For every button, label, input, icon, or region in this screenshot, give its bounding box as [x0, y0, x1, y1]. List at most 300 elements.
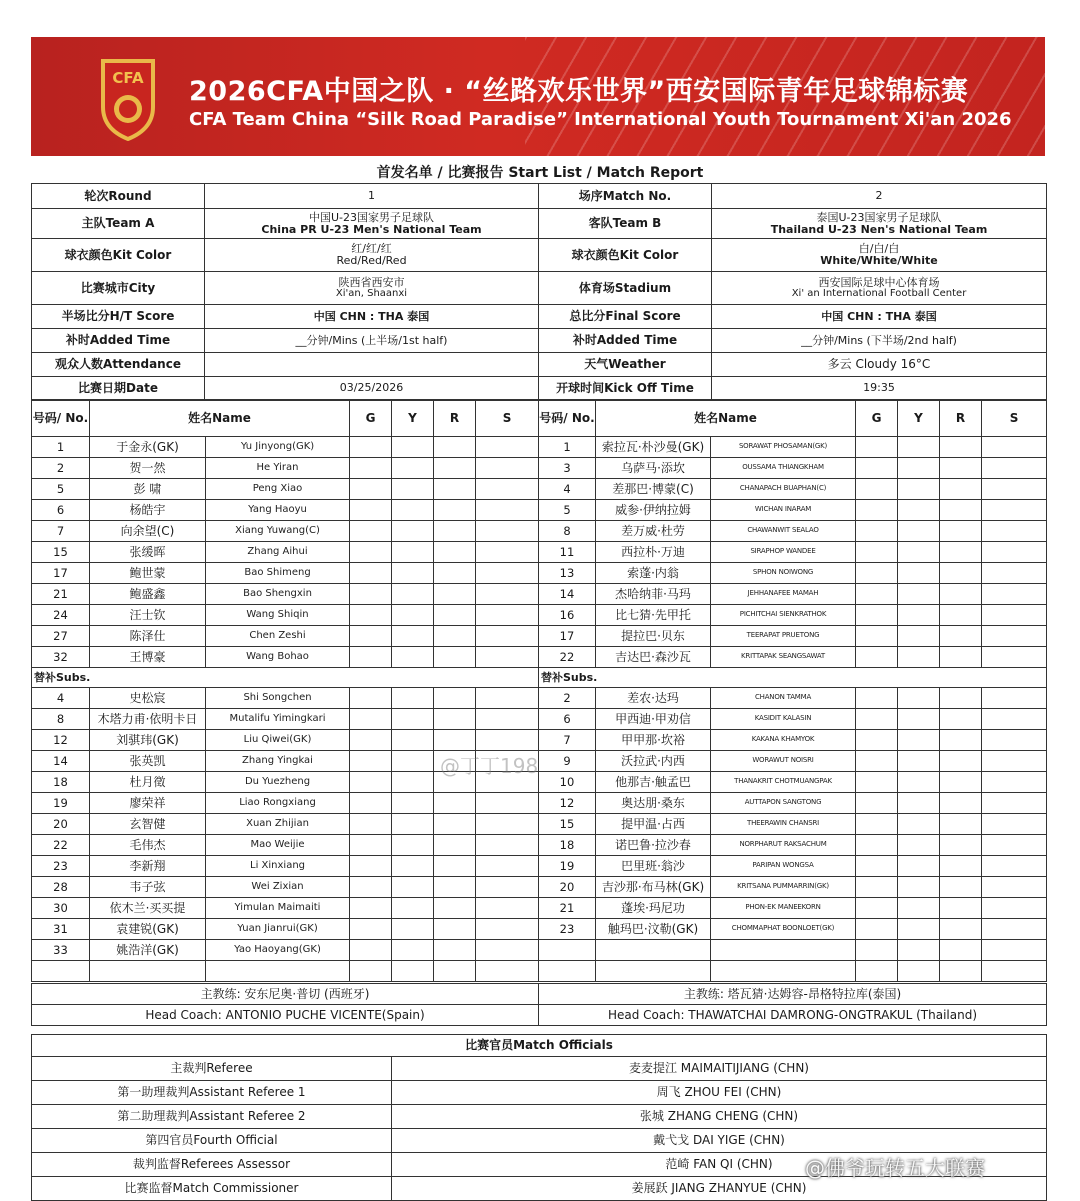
player-name-en: Bao Shengxin: [206, 584, 350, 605]
stat-r-cell: [940, 730, 982, 751]
player-row: [539, 626, 1047, 647]
stat-s-cell: [476, 814, 539, 835]
stat-s-cell: [476, 688, 539, 709]
player-number: 27: [32, 626, 90, 647]
player-number: 4: [32, 688, 90, 709]
stat-s-cell: [982, 479, 1047, 500]
stat-g-cell: [856, 856, 898, 877]
player-name-cn: 奥达朋·桑东: [596, 793, 711, 814]
player-name-en: WORAWUT NOISRI: [711, 751, 856, 772]
stat-s-cell: [982, 898, 1047, 919]
stat-r-cell: [434, 793, 476, 814]
player-row: [32, 563, 539, 584]
stat-r-cell: [434, 961, 476, 982]
player-number: 16: [539, 605, 596, 626]
added-time-1-value: __分钟/Mins (上半场/1st half): [205, 329, 539, 353]
kit-b-cn: 白/白/白: [858, 242, 900, 256]
player-name-en: JEHHANAFEE MAMAH: [711, 584, 856, 605]
player-name-en: Yao Haoyang(GK): [206, 940, 350, 961]
kickoff-value: 19:35: [712, 377, 1047, 400]
player-number: 33: [32, 940, 90, 961]
official-role: 第四官员Fourth Official: [32, 1129, 392, 1153]
stat-s-cell: [476, 647, 539, 668]
player-row: [539, 835, 1047, 856]
stat-y-cell: [898, 584, 940, 605]
stat-g-cell: [856, 563, 898, 584]
kit-a-value: [205, 239, 539, 272]
player-name-en: Li Xinxiang: [206, 856, 350, 877]
stat-y-cell: [392, 688, 434, 709]
stat-g-cell: [350, 772, 392, 793]
stat-s-cell: [476, 856, 539, 877]
player-row: [539, 647, 1047, 668]
player-number: 7: [539, 730, 596, 751]
player-name-cn: 鲍盛鑫: [90, 584, 206, 605]
player-number: 32: [32, 647, 90, 668]
player-name-cn: 鲍世蒙: [90, 563, 206, 584]
stat-g-cell: [350, 751, 392, 772]
player-name-en: WICHAN INARAM: [711, 500, 856, 521]
player-name-cn: 比七猜·先甲托: [596, 605, 711, 626]
player-name-en: Chen Zeshi: [206, 626, 350, 647]
player-name-cn: 索蓬·内翁: [596, 563, 711, 584]
stat-r-cell: [940, 793, 982, 814]
final-score-value: 中国 CHN : THA 泰国: [712, 305, 1047, 329]
player-name-cn: 提甲温·占西: [596, 814, 711, 835]
player-number: 1: [32, 437, 90, 458]
player-number: 21: [32, 584, 90, 605]
player-number: 4: [539, 479, 596, 500]
player-row: [32, 877, 539, 898]
player-number: 6: [539, 709, 596, 730]
stadium-cn: 西安国际足球中心体育场: [818, 275, 940, 289]
player-name-en: THANAKRIT CHOTMUANGPAK: [711, 772, 856, 793]
subs-label: 替补Subs.: [539, 668, 1047, 688]
player-name-en: [711, 961, 856, 982]
player-row: [32, 688, 539, 709]
city-value: [205, 272, 539, 305]
stat-g-cell: [350, 961, 392, 982]
coaches-table: [31, 983, 1047, 1026]
stat-g-cell: [350, 898, 392, 919]
player-name-en: Bao Shimeng: [206, 563, 350, 584]
date-value: 03/25/2026: [205, 377, 539, 400]
player-name-cn: 沃拉武·内西: [596, 751, 711, 772]
player-row: [32, 709, 539, 730]
stat-g-cell: [350, 605, 392, 626]
stat-g-cell: [350, 877, 392, 898]
stat-s-cell: [982, 940, 1047, 961]
player-name-cn: 提拉巴·贝东: [596, 626, 711, 647]
player-number: 14: [32, 751, 90, 772]
stat-s-cell: [982, 688, 1047, 709]
player-name-en: KASIDIT KALASIN: [711, 709, 856, 730]
round-value: 1: [205, 184, 539, 209]
player-number: 8: [539, 521, 596, 542]
stat-y-cell: [898, 772, 940, 793]
kit-b-en: White/White/White: [820, 254, 938, 267]
stat-g-cell: [856, 605, 898, 626]
stat-y-cell: [392, 814, 434, 835]
stat-y-cell: [898, 835, 940, 856]
stat-g-cell: [350, 458, 392, 479]
player-name-cn: 姚浩洋(GK): [90, 940, 206, 961]
official-row: [32, 1081, 1047, 1105]
official-row: [32, 1105, 1047, 1129]
stat-g-cell: [856, 898, 898, 919]
player-row: [32, 898, 539, 919]
player-name-cn: 甲西迪·甲劝信: [596, 709, 711, 730]
stat-r-cell: [434, 835, 476, 856]
stat-r-cell: [940, 961, 982, 982]
stat-g-cell: [856, 772, 898, 793]
stat-s-cell: [982, 730, 1047, 751]
player-row: [539, 793, 1047, 814]
stat-r-cell: [940, 647, 982, 668]
player-row: [32, 814, 539, 835]
stat-y-cell: [898, 521, 940, 542]
player-row: [539, 584, 1047, 605]
stat-g-cell: [856, 940, 898, 961]
stat-y-cell: [898, 730, 940, 751]
stat-s-cell: [982, 709, 1047, 730]
player-number: 22: [32, 835, 90, 856]
player-row: [32, 835, 539, 856]
stat-r-cell: [434, 521, 476, 542]
stat-s-cell: [476, 835, 539, 856]
stat-s-cell: [476, 563, 539, 584]
player-row: [539, 961, 1047, 982]
team-a-en: China PR U-23 Men's National Team: [261, 222, 482, 236]
watermark-center: @丁丁198: [440, 754, 539, 778]
stat-y-cell: [392, 709, 434, 730]
player-name-cn: 杨皓宇: [90, 500, 206, 521]
stadium-label: 体育场Stadium: [539, 272, 712, 305]
official-name: 姜展跃 JIANG ZHANYUE (CHN): [392, 1177, 1047, 1201]
stat-r-cell: [434, 688, 476, 709]
stat-g-cell: [350, 919, 392, 940]
stat-r-cell: [940, 542, 982, 563]
stat-r-cell: [434, 437, 476, 458]
team-a-cn: 中国U-23国家男子足球队: [308, 210, 435, 224]
player-row: [539, 521, 1047, 542]
player-row: [539, 751, 1047, 772]
player-row: [32, 626, 539, 647]
stat-r-cell: [940, 751, 982, 772]
player-name-cn: 触玛巴·汶勒(GK): [596, 919, 711, 940]
player-number: 22: [539, 647, 596, 668]
stat-y-cell: [392, 521, 434, 542]
player-name-cn: 张缓晖: [90, 542, 206, 563]
player-name-cn: [90, 961, 206, 982]
stat-s-cell: [476, 961, 539, 982]
stat-g-cell: [856, 751, 898, 772]
stat-y-cell: [898, 626, 940, 647]
player-name-cn: 袁建锐(GK): [90, 919, 206, 940]
player-name-cn: 史松宸: [90, 688, 206, 709]
player-row: [32, 479, 539, 500]
stadium-value: [712, 272, 1047, 305]
col-no-header: 号码/ No.: [539, 401, 596, 437]
player-name-en: OUSSAMA THIANGKHAM: [711, 458, 856, 479]
official-role: 第二助理裁判Assistant Referee 2: [32, 1105, 392, 1129]
player-number: 17: [32, 563, 90, 584]
stat-r-cell: [434, 605, 476, 626]
stat-r-cell: [940, 877, 982, 898]
player-name-en: [711, 940, 856, 961]
player-row: [539, 919, 1047, 940]
stat-s-cell: [982, 814, 1047, 835]
stat-r-cell: [940, 919, 982, 940]
player-name-en: PHON-EK MANEEKORN: [711, 898, 856, 919]
player-number: 2: [539, 688, 596, 709]
stat-y-cell: [898, 877, 940, 898]
col-g-header: G: [856, 401, 898, 437]
stat-y-cell: [898, 751, 940, 772]
official-name: 张城 ZHANG CHENG (CHN): [392, 1105, 1047, 1129]
player-name-cn: 甲甲那·坎裕: [596, 730, 711, 751]
col-g-header: G: [350, 401, 392, 437]
player-number: 9: [539, 751, 596, 772]
stat-s-cell: [982, 751, 1047, 772]
player-name-en: CHOMMAPHAT BOONLOET(GK): [711, 919, 856, 940]
added-time-1-label: 补时Added Time: [32, 329, 205, 353]
stat-r-cell: [940, 835, 982, 856]
player-name-cn: 王博豪: [90, 647, 206, 668]
attendance-value: [205, 353, 539, 377]
stat-s-cell: [982, 626, 1047, 647]
player-name-cn: 差万威·杜劳: [596, 521, 711, 542]
col-y-header: Y: [392, 401, 434, 437]
stat-g-cell: [856, 919, 898, 940]
stat-g-cell: [856, 479, 898, 500]
stat-y-cell: [392, 835, 434, 856]
stat-y-cell: [392, 479, 434, 500]
report-title: 首发名单 / 比赛报告 Start List / Match Report: [376, 165, 704, 181]
player-name-cn: 贺一然: [90, 458, 206, 479]
col-name-header: 姓名Name: [90, 401, 350, 437]
stat-g-cell: [350, 856, 392, 877]
team-b-cn: 泰国U-23国家男子足球队: [816, 210, 942, 224]
player-name-en: SIRAPHOP WANDEE: [711, 542, 856, 563]
official-name: 麦麦提江 MAIMAITIJIANG (CHN): [392, 1057, 1047, 1081]
stat-s-cell: [476, 730, 539, 751]
stat-y-cell: [392, 542, 434, 563]
player-name-en: Mao Weijie: [206, 835, 350, 856]
player-name-cn: 吉沙那·布马林(GK): [596, 877, 711, 898]
stat-y-cell: [392, 647, 434, 668]
stat-g-cell: [856, 688, 898, 709]
player-name-en: Peng Xiao: [206, 479, 350, 500]
stat-r-cell: [940, 940, 982, 961]
stat-r-cell: [434, 542, 476, 563]
official-name: 周飞 ZHOU FEI (CHN): [392, 1081, 1047, 1105]
player-number: 20: [32, 814, 90, 835]
player-number: 1: [539, 437, 596, 458]
team-a-roster: [31, 400, 539, 982]
player-number: 28: [32, 877, 90, 898]
player-row: [32, 605, 539, 626]
stadium-en: Xi' an International Football Center: [791, 287, 967, 299]
tournament-title-en: CFA Team China “Silk Road Paradise” International Youth Tournament Xi'an 2026: [189, 109, 1012, 130]
player-name-cn: 差农·达玛: [596, 688, 711, 709]
round-label: 轮次Round: [32, 184, 205, 209]
stat-g-cell: [856, 961, 898, 982]
stat-s-cell: [982, 521, 1047, 542]
stat-g-cell: [350, 500, 392, 521]
player-number: 21: [539, 898, 596, 919]
player-row: [32, 542, 539, 563]
player-number: 23: [32, 856, 90, 877]
stat-s-cell: [476, 940, 539, 961]
stat-r-cell: [940, 856, 982, 877]
player-number: 19: [32, 793, 90, 814]
player-number: 17: [539, 626, 596, 647]
stat-r-cell: [434, 647, 476, 668]
player-row: [32, 521, 539, 542]
stat-g-cell: [856, 437, 898, 458]
stat-y-cell: [392, 772, 434, 793]
stat-r-cell: [434, 919, 476, 940]
player-name-en: [206, 961, 350, 982]
stat-y-cell: [392, 877, 434, 898]
cfa-logo: [99, 57, 157, 141]
player-row: [32, 856, 539, 877]
player-name-en: AUTTAPON SANGTONG: [711, 793, 856, 814]
stat-y-cell: [392, 940, 434, 961]
stat-s-cell: [476, 605, 539, 626]
player-row: [539, 856, 1047, 877]
stat-r-cell: [940, 437, 982, 458]
player-row: [539, 940, 1047, 961]
player-name-cn: 差那巴·博蒙(C): [596, 479, 711, 500]
officials-title: 比赛官员Match Officials: [32, 1035, 1047, 1057]
watermark-bottom-right: @佛爷玩转五大联赛: [805, 1156, 985, 1180]
player-number: 18: [539, 835, 596, 856]
player-number: 2: [32, 458, 90, 479]
player-name-en: Yang Haoyu: [206, 500, 350, 521]
player-name-cn: 依木兰·买买提: [90, 898, 206, 919]
player-row: [539, 877, 1047, 898]
stat-s-cell: [982, 647, 1047, 668]
col-r-header: R: [940, 401, 982, 437]
player-number: 20: [539, 877, 596, 898]
player-name-en: PICHITCHAI SIENKRATHOK: [711, 605, 856, 626]
player-number: 15: [539, 814, 596, 835]
team-b-coach-cn: 主教练: 塔瓦猜·达姆容-昂格特拉库(泰国): [539, 984, 1047, 1005]
match-info-table: [31, 183, 1047, 400]
player-name-cn: 索拉瓦·朴沙曼(GK): [596, 437, 711, 458]
stat-g-cell: [350, 940, 392, 961]
col-name-header: 姓名Name: [596, 401, 856, 437]
stat-g-cell: [350, 814, 392, 835]
match-no-value: 2: [712, 184, 1047, 209]
stat-g-cell: [350, 542, 392, 563]
player-name-en: Yu Jinyong(GK): [206, 437, 350, 458]
final-score-label: 总比分Final Score: [539, 305, 712, 329]
official-role: 第一助理裁判Assistant Referee 1: [32, 1081, 392, 1105]
stat-g-cell: [856, 877, 898, 898]
stat-r-cell: [940, 458, 982, 479]
stat-g-cell: [856, 500, 898, 521]
player-name-en: Yuan Jianrui(GK): [206, 919, 350, 940]
team-b-label: 客队Team B: [539, 209, 712, 239]
official-name: 戴弋戈 DAI YIGE (CHN): [392, 1129, 1047, 1153]
stat-g-cell: [350, 584, 392, 605]
stat-g-cell: [856, 835, 898, 856]
stat-g-cell: [350, 688, 392, 709]
player-number: 11: [539, 542, 596, 563]
stat-s-cell: [982, 877, 1047, 898]
stat-r-cell: [434, 856, 476, 877]
stat-g-cell: [350, 793, 392, 814]
stat-r-cell: [434, 877, 476, 898]
stat-y-cell: [392, 730, 434, 751]
player-name-en: Wei Zixian: [206, 877, 350, 898]
player-name-cn: 向余望(C): [90, 521, 206, 542]
stat-y-cell: [392, 898, 434, 919]
player-number: [32, 961, 90, 982]
stat-r-cell: [434, 479, 476, 500]
player-row: [539, 709, 1047, 730]
stat-r-cell: [940, 626, 982, 647]
player-name-en: Mutalifu Yimingkari: [206, 709, 350, 730]
attendance-label: 观众人数Attendance: [32, 353, 205, 377]
stat-g-cell: [350, 709, 392, 730]
stat-g-cell: [350, 626, 392, 647]
stat-r-cell: [940, 709, 982, 730]
player-number: [539, 961, 596, 982]
stat-y-cell: [898, 479, 940, 500]
stat-y-cell: [898, 500, 940, 521]
stat-y-cell: [898, 961, 940, 982]
player-name-cn: 巴里班·翁沙: [596, 856, 711, 877]
player-number: 6: [32, 500, 90, 521]
ht-score-value: 中国 CHN : THA 泰国: [205, 305, 539, 329]
player-name-en: Xiang Yuwang(C): [206, 521, 350, 542]
player-row: [539, 563, 1047, 584]
player-name-cn: 吉达巴·森沙瓦: [596, 647, 711, 668]
stat-y-cell: [392, 793, 434, 814]
stat-g-cell: [350, 437, 392, 458]
player-number: 12: [32, 730, 90, 751]
stat-s-cell: [476, 437, 539, 458]
added-time-2-value: __分钟/Mins (下半场/2nd half): [712, 329, 1047, 353]
stat-r-cell: [434, 584, 476, 605]
player-name-en: Du Yuezheng: [206, 772, 350, 793]
player-name-en: PARIPAN WONGSA: [711, 856, 856, 877]
player-row: [32, 730, 539, 751]
kit-a-label: 球衣颜色Kit Color: [32, 239, 205, 272]
ht-score-label: 半场比分H/T Score: [32, 305, 205, 329]
player-name-cn: 杜月徵: [90, 772, 206, 793]
player-number: 15: [32, 542, 90, 563]
player-name-cn: 木塔力甫·依明卡日: [90, 709, 206, 730]
stat-r-cell: [434, 898, 476, 919]
player-name-en: Zhang Yingkai: [206, 751, 350, 772]
player-name-en: Xuan Zhijian: [206, 814, 350, 835]
team-b-roster: [538, 400, 1047, 982]
city-label: 比赛城市City: [32, 272, 205, 305]
stat-g-cell: [350, 563, 392, 584]
stat-r-cell: [434, 458, 476, 479]
player-number: 30: [32, 898, 90, 919]
player-row: [539, 542, 1047, 563]
stat-g-cell: [350, 479, 392, 500]
col-no-header: 号码/ No.: [32, 401, 90, 437]
player-name-cn: 他那吉·触孟巴: [596, 772, 711, 793]
stat-y-cell: [898, 605, 940, 626]
